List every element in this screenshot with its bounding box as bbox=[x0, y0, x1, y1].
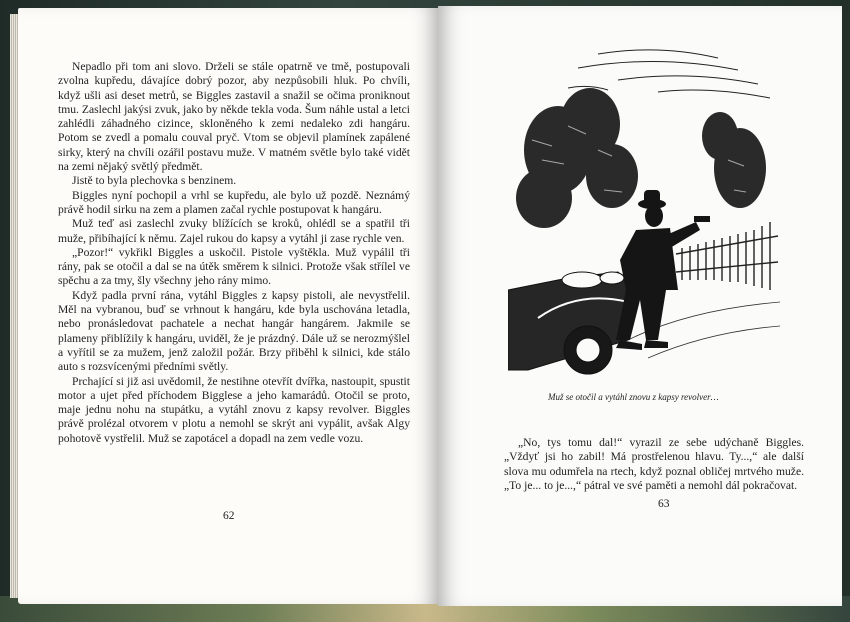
paragraph: Biggles nyní pochopil a vrhl se kupředu, ale bylo už pozdě. Neznámý právě hodil sirku na zem a plamen začal rychle postupovat k hangáru. bbox=[58, 188, 410, 216]
paragraph: Muž teď asi zaslechl zvuky blížících se kroků, ohlédl se a spatřil tři muže, přibíhající k němu. Zajel rukou do kapsy a vytáhl ji zase rychle ven. bbox=[58, 217, 410, 245]
right-page-text bbox=[504, 436, 804, 493]
paragraph: „Pozor!“ vykřikl Biggles a uskočil. Pistole vyštěkla. Muž vypálil tři rány, pak se otočil a dal se na útěk směrem k silnici. Protože však střílel ve spěchu a za tmy, šly všechny jeho rány mimo. bbox=[58, 245, 410, 288]
paragraph: Jistě to byla plechovka s benzinem. bbox=[72, 174, 237, 188]
left-page bbox=[18, 8, 438, 604]
page-number: 62 bbox=[223, 510, 235, 522]
paragraph: Nepadlo při tom ani slovo. Drželi se stále opatrně ve tmě, postupovali zvolna kupředu, dávajíce dobrý pozor, aby nezpůsobili hluk. Po chvíli, když ušli asi deset metrů, se Biggles zastavil a snažil se očima proniknout tmu. Zaslechl jakýsi zvuk, jako by někde tekla voda. Šum náhle ustal a letci zahlédli záhadného cizince, skloněného k zemi nedaleko zdi hangáru. Potom se zvedl a pomalu couval pryč. Vtom se objevil plamínek zapálené sirky, který na chvíli ozářil postavu muže. V matném světle bylo také vidět na zemi nějaký světlý předmět. bbox=[58, 60, 410, 174]
paragraph: Když padla první rána, vytáhl Biggles z kapsy pistoli, ale nevystřelil. Měl na vybranou, buď se vrhnout k hangáru, kde byla uschována letadla, nebo pronásledovat pachatele a nechat hangár hangárem. Jakmile se plameny přiblížily k hangáru, uviděl, že je prázdný. Dále už se nerozmýšlel a vyřítil se za mužem, jenž založil požár. Brzy přiběhl k silnici, kde stálo auto s rozsvícenými předními světly. bbox=[58, 288, 410, 374]
left-page-text bbox=[58, 60, 410, 446]
illustration bbox=[508, 40, 780, 378]
page-number: 63 bbox=[658, 498, 670, 510]
illustration-caption: Muž se otočil a vytáhl znovu z kapsy revolver… bbox=[548, 392, 719, 402]
right-page bbox=[438, 6, 842, 606]
paragraph: „No, tys tomu dal!“ vyrazil ze sebe udýchaně Biggles. „Vždyť jsi ho zabil! Má prostřelenou hlavu. Ty...,“ ale další slova mu odumřela na rtech, když poznal obličej mrtvého muže. „To je... to je...,“ pátral ve své paměti a nemohl dál pokračovat. bbox=[504, 436, 804, 492]
paragraph: Prchající si již asi uvědomil, že nestihne otevřít dvířka, nastoupit, spustit motor a ujet před příchodem Bigglese a jeho kamarádů. Otočil se proto, maje jednu nohu na stupátku, a vytáhl znovu z kapsy revolver. Biggles právě prolézal otvorem v plotu a nemohl se skrýt ani vypálit, avšak Algy pohotově vystřelil. Muž se zapotácel a dopadl na zem vedle vozu. bbox=[58, 374, 410, 445]
